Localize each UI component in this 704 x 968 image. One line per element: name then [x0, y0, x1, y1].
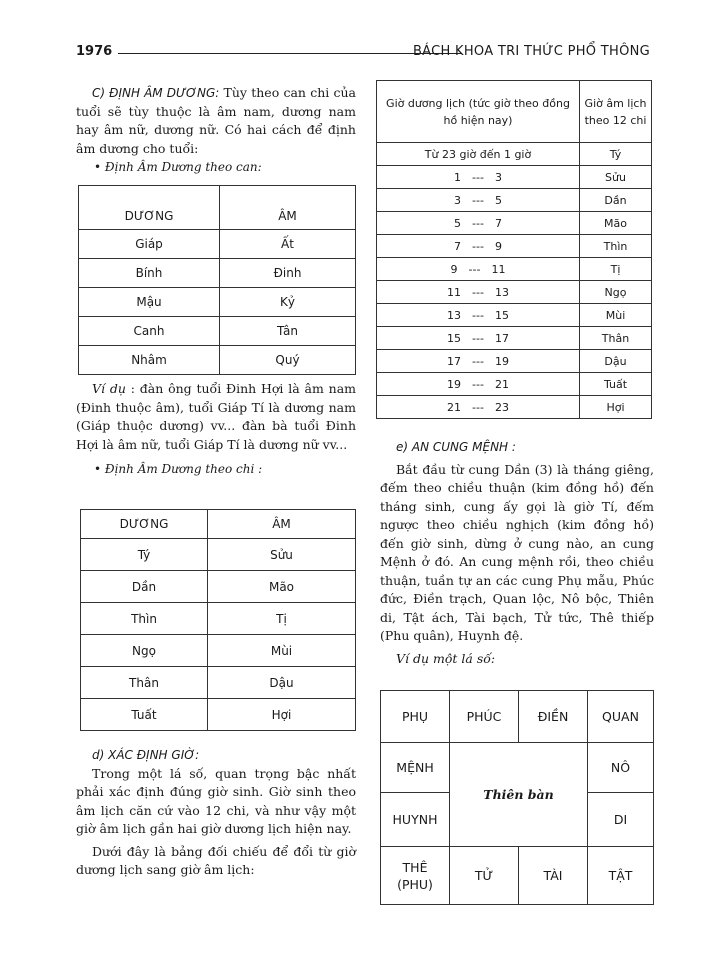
chi-table-header [81, 510, 356, 539]
hour-sep: --- [472, 216, 484, 230]
hour-sep: --- [472, 354, 484, 368]
bullet-can: • Định Âm Dương theo can: [94, 160, 262, 174]
hour-sep: --- [472, 239, 484, 253]
can-header-am: ÂM [220, 186, 356, 230]
hour-from: 13 [447, 308, 461, 322]
hour-table-header [377, 81, 652, 143]
hour-to: 7 [495, 216, 502, 230]
can-cell: Ất [220, 230, 356, 259]
hour-from: 1 [454, 170, 461, 184]
can-cell: Bính [79, 259, 220, 288]
hour-sep: --- [472, 308, 484, 322]
hour-to: 13 [495, 285, 509, 299]
can-header-duong: DƯƠNG [79, 186, 220, 230]
table-row [81, 603, 356, 635]
bullet-can-text: Định Âm Dương theo can: [104, 160, 262, 174]
cell-the-line1: THÊ [402, 859, 428, 875]
hour-chi: Tị [580, 258, 652, 281]
hour-chi: Sửu [580, 166, 652, 189]
can-cell: Giáp [79, 230, 220, 259]
table-row [79, 317, 356, 346]
cell-tu: TỬ [450, 847, 519, 905]
hour-from: 7 [454, 239, 461, 253]
cell-phuc: PHÚC [450, 691, 519, 743]
hour-to: 19 [495, 354, 509, 368]
header-rule [118, 53, 462, 54]
cell-the [381, 847, 450, 905]
chi-cell: Tý [81, 539, 208, 571]
thien-ban-label: Thiên bàn [483, 787, 554, 802]
grid-row-2 [381, 743, 654, 793]
thien-ban-grid [380, 690, 654, 905]
section-c [76, 84, 356, 177]
table-row [377, 258, 652, 281]
section-e-heading: e) AN CUNG MỆNH : [396, 440, 516, 454]
chi-table [80, 509, 356, 731]
hour-sep: --- [468, 262, 481, 276]
hour-rows [377, 166, 652, 419]
can-cell: Nhâm [79, 346, 220, 375]
hour-from: 5 [454, 216, 461, 230]
hour-from: 9 [450, 262, 458, 276]
cell-tat: TẬT [588, 847, 654, 905]
can-cell: Quý [220, 346, 356, 375]
hour-range [377, 373, 580, 396]
table-row [377, 143, 652, 166]
hour-chi: Thân [580, 327, 652, 350]
hour-to: 23 [495, 400, 509, 414]
chi-cell: Sửu [208, 539, 356, 571]
hour-chi: Dậu [580, 350, 652, 373]
can-cell: Đinh [220, 259, 356, 288]
hour-chi: Dần [580, 189, 652, 212]
hour-to: 11 [491, 262, 506, 276]
hour-range [377, 396, 580, 419]
hour-from: 17 [447, 354, 461, 368]
hour-to: 5 [495, 193, 502, 207]
chi-cell: Dần [81, 571, 208, 603]
table-row [377, 350, 652, 373]
cell-quan: QUAN [588, 691, 654, 743]
hour-chi: Hợi [580, 396, 652, 419]
hour-sep: --- [472, 377, 484, 391]
hour-first-chi: Tý [580, 143, 652, 166]
hour-sep: --- [472, 170, 484, 184]
table-row [79, 230, 356, 259]
chi-cell: Tị [208, 603, 356, 635]
hour-to: 17 [495, 331, 509, 345]
table-row [377, 327, 652, 350]
bullet-chi-text: Định Âm Dương theo chi : [104, 462, 263, 476]
grid-row-top [381, 691, 654, 743]
hour-from: 19 [447, 377, 461, 391]
hour-range [377, 189, 580, 212]
table-row [377, 212, 652, 235]
table-row [81, 667, 356, 699]
hour-from: 3 [454, 193, 461, 207]
section-d [76, 746, 356, 880]
hour-range [377, 304, 580, 327]
can-cell: Mậu [79, 288, 220, 317]
page-header [76, 44, 650, 64]
hour-sep: --- [472, 285, 484, 299]
hour-range [377, 166, 580, 189]
table-row [81, 571, 356, 603]
hour-range [377, 212, 580, 235]
can-table [78, 185, 356, 375]
hour-chi: Mão [580, 212, 652, 235]
table-row [377, 235, 652, 258]
hour-first-range: Từ 23 giờ đến 1 giờ [377, 143, 580, 166]
chi-cell: Hợi [208, 699, 356, 731]
hour-range [377, 327, 580, 350]
hour-chi: Ngọ [580, 281, 652, 304]
hour-sep: --- [472, 193, 484, 207]
hour-from: 21 [447, 400, 461, 414]
section-d-heading: d) XÁC ĐỊNH GIỜ: [92, 748, 200, 762]
example-label: Ví dụ [92, 381, 126, 396]
table-row [377, 373, 652, 396]
hour-chi: Tuất [580, 373, 652, 396]
cell-phu: PHỤ [381, 691, 450, 743]
section-e [380, 438, 654, 668]
chi-cell: Mùi [208, 635, 356, 667]
section-d-p2: Dưới đây là bảng đối chiếu để đổi từ giờ dương lịch sang giờ âm lịch: [76, 843, 356, 877]
chi-header-duong: DƯƠNG [81, 510, 208, 539]
table-row [377, 396, 652, 419]
can-cell: Kỷ [220, 288, 356, 317]
hour-header-left: Giờ dương lịch (tức giờ theo đồng hồ hiện nay) [377, 81, 580, 143]
section-c-text: Tùy theo can chi của tuổi sẽ tùy thuộc là âm nam, dương nam hay âm nữ, dương nữ. Có hai cách để định âm dương cho tuổi: [76, 85, 357, 156]
can-cell: Tân [220, 317, 356, 346]
chi-cell: Ngọ [81, 635, 208, 667]
hour-to: 9 [495, 239, 502, 253]
hour-from: 15 [447, 331, 461, 345]
table-row [377, 304, 652, 327]
table-row [81, 539, 356, 571]
cell-tai: TÀI [519, 847, 588, 905]
example-text: : đàn ông tuổi Đinh Hợi là âm nam (Đinh thuộc âm), tuổi Giáp Tí là dương nam (Giáp thuộc dương) vv... đàn bà tuổi Đinh Hợi là âm nữ, tuổi Giáp Tí là dương nữ vv... [76, 381, 356, 452]
chi-cell: Thân [81, 667, 208, 699]
hour-range [377, 281, 580, 304]
bullet-chi: • Định Âm Dương theo chi : [94, 462, 263, 476]
chi-cell: Dậu [208, 667, 356, 699]
section-e-text: Bắt đầu từ cung Dần (3) là tháng giêng, đếm theo chiều thuận (kim đồng hồ) đến tháng sinh, cung ấy gọi là giờ Tí, đếm ngược theo chiều nghịch (kim đồng hồ) đến giờ sinh, dừng ở cung nào, an cung Mệnh ở đó. An cung mệnh rồi, theo chiều thuận, tuần tự an các cung Phụ mẫu, Phúc đức, Điền trạch, Quan lộc, Nô bộc, Thiên di, Tật ách, Tài bạch, Tử tức, Thê thiếp (Phu quân), Huynh đệ. [380, 461, 654, 643]
hour-range [377, 258, 580, 281]
cell-no: NÔ [588, 743, 654, 793]
hour-header-right: Giờ âm lịch theo 12 chi [580, 81, 652, 143]
chi-cell: Mão [208, 571, 356, 603]
section-d-p1: Trong một lá số, quan trọng bậc nhất phải xác định đúng giờ sinh. Giờ sinh theo âm lịch căn cứ vào 12 chi, và như vậy một giờ âm lịch gần hai giờ dương lịch hiện nay. [76, 765, 356, 836]
table-row [81, 635, 356, 667]
page-number: 1976 [76, 44, 113, 59]
table-row [377, 166, 652, 189]
table-row [81, 699, 356, 731]
cell-huynh: HUYNH [381, 793, 450, 847]
example2-label: Ví dụ một lá số: [396, 650, 496, 666]
hour-range [377, 235, 580, 258]
hour-to: 21 [495, 377, 509, 391]
cell-the-line2: (PHU) [397, 876, 433, 892]
table-row [377, 281, 652, 304]
hour-table [376, 80, 652, 419]
chi-header-am: ÂM [208, 510, 356, 539]
hour-chi: Mùi [580, 304, 652, 327]
hour-from: 11 [447, 285, 461, 299]
hour-sep: --- [472, 400, 484, 414]
table-row [79, 259, 356, 288]
table-row [79, 288, 356, 317]
chi-cell: Thìn [81, 603, 208, 635]
example-can [76, 380, 356, 479]
cell-di: DI [588, 793, 654, 847]
grid-row-bottom [381, 847, 654, 905]
table-row [79, 346, 356, 375]
cell-thien-ban [450, 743, 588, 847]
hour-to: 15 [495, 308, 509, 322]
can-table-header [79, 186, 356, 230]
hour-sep: --- [472, 331, 484, 345]
chi-cell: Tuất [81, 699, 208, 731]
section-c-heading: C) ĐỊNH ÂM DƯƠNG: [92, 86, 220, 100]
table-row [377, 189, 652, 212]
cell-menh: MỆNH [381, 743, 450, 793]
can-cell: Canh [79, 317, 220, 346]
hour-chi: Thìn [580, 235, 652, 258]
book-title: BÁCH KHOA TRI THỨC PHỔ THÔNG [412, 44, 650, 59]
cell-dien: ĐIỀN [519, 691, 588, 743]
hour-to: 3 [495, 170, 502, 184]
hour-range [377, 350, 580, 373]
